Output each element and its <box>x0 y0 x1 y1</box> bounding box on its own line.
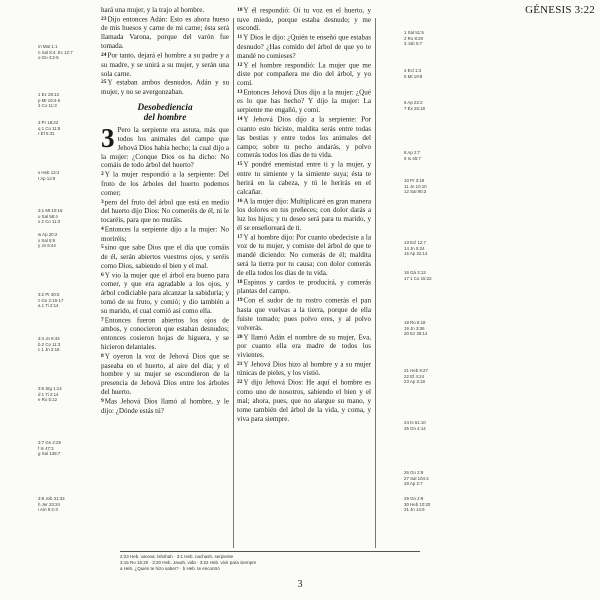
cross-reference: f Is 47:3 <box>38 445 54 451</box>
cross-reference: 24 Is 61:10 <box>404 420 426 425</box>
reference-block <box>38 292 96 309</box>
verse-3-22: $^{22}$Y dijo Jehová Dios: He aquí el hombre es como uno de nosotros, sabiendo el bien y el mal; ahora, pues, que no alargue su mano, y tome también del árbol de la vida, y coma, y viva para siempre. <box>237 378 371 423</box>
cross-reference: 3 Job 5:7 <box>404 41 423 46</box>
cross-reference: 13 Ecl 12:7 <box>404 240 426 245</box>
cross-reference: 18 Ro 5:18 <box>404 320 426 325</box>
cross-reference: o Gn 4:2-5 <box>38 55 59 60</box>
reference-block <box>38 496 96 513</box>
cross-reference: u Sal 58:4 <box>38 213 58 219</box>
cross-reference: t Ap 12:9 <box>38 175 56 181</box>
verse-3-10: $^{10}$Y él respondió: Oí tu voz en el huerto, y tuve miedo, porque estaba desnudo; y me escondí. <box>237 6 371 33</box>
cross-reference: 29 Gn 2:9 <box>404 496 424 501</box>
cross-reference: 5 Mt 19:8 <box>404 73 423 79</box>
cross-reference: b 2 Co 11:3 <box>38 341 61 347</box>
footnote-line: a Heb. ¿Quién te hizo saber? · b Heb. te encontró <box>120 566 220 571</box>
footnote-line: 3:15 Ro 16:20 · 3:20 Heb. Javah, vida · 3:22 Heb. vivir para siempre <box>120 560 257 565</box>
page-number: 3 <box>297 579 303 590</box>
cross-reference: 30 Heb 10:20 <box>404 501 431 507</box>
verse-3-3: $^3$pero del fruto del árbol que está en medio del huerto dijo Dios: No comeréis de él, ni le tocaréis, para que no muráis. <box>101 198 229 225</box>
reference-block <box>404 270 484 281</box>
verse-2-24: $^{24}$Por tanto, dejará el hombre a su padre y a su madre, y se unirá a su mujer, y serán una sola carne. <box>101 51 229 78</box>
cross-reference: 16 Gá 3:13 <box>404 270 426 275</box>
cross-reference: 9 Is 45:7 <box>404 155 421 161</box>
verse-3-20: $^{20}$Y llamó Adán el nombre de su mujer, Eva, por cuanto ella era madre de todos los vivientes. <box>237 333 371 359</box>
cross-reference: 23 Ap 3:18 <box>404 379 425 384</box>
footnotes <box>120 551 420 572</box>
verse-3-18: $^{18}$Espinos y cardos te producirá, y comerás plantas del campo. <box>237 278 371 296</box>
verse-3-4: $^4$Entonces la serpiente dijo a la mujer: No moriréis; <box>101 225 229 243</box>
verse-3-6: $^6$Y vio la mujer que el árbol era bueno para comer, y que era agradable a los ojos, y árbol codiciable para alcanzar la sabiduría; y tomó de su fruto, y comió; y dio también a su marido, el cual comió así como ella. <box>101 271 229 315</box>
cross-reference: 3:2 Pr 30:5 <box>38 292 60 297</box>
reference-block <box>38 386 96 403</box>
verse-3-21: $^{21}$Y Jehová Dios hizo al hombre y a su mujer túnicas de pieles, y los vistió. <box>237 360 371 378</box>
reference-block <box>38 440 96 457</box>
cross-reference: h Jer 23:24 <box>38 501 60 507</box>
reference-block <box>404 100 484 111</box>
verse-3-9: $^9$Mas Jehová Dios llamó al hombre, y le dijo: ¿Dónde estás tú? <box>101 397 229 415</box>
reference-block <box>404 150 484 161</box>
verse-3-8: $^8$Y oyeron la voz de Jehová Dios que se paseaba en el huerto, al aire del día; y el hombre y su mujer se escondieron de la presencia de Jehová Dios entre los árboles del huerto. <box>101 352 229 397</box>
verse-3-15: $^{15}$Y pondré enemistad entre ti y la mujer, y entre tu simiente y la simiente suya; ésta te herirá en la cabeza, y tú le herirás en el calcañar. <box>237 160 371 196</box>
reference-block <box>404 368 484 385</box>
reference-block <box>404 178 484 195</box>
cross-reference: s Heb 13:4 <box>38 170 60 175</box>
verse-3-2: $^2$Y la mujer respondió a la serpiente: Del fruto de los árboles del huerto podemos comer; <box>101 170 229 197</box>
verse-3-11: $^{11}$Y Dios le dijo: ¿Quién te enseñó que estabas desnudo? ¿Has comido del árbol de que yo te mandé no comieses? <box>237 33 371 60</box>
cross-reference: r Ef 5:31 <box>38 131 55 136</box>
reference-block <box>404 470 484 487</box>
chapter-number: 3 <box>101 122 115 153</box>
cross-reference: 3:8 Job 31:33 <box>38 496 65 501</box>
cross-reference: m Mat 1:1 <box>38 44 58 49</box>
cross-reference: 3 Pr 18:22 <box>38 120 59 125</box>
cross-reference: 25 Gn 4:14 <box>404 425 426 431</box>
left-reference-column <box>38 0 96 548</box>
column-rule-right <box>375 18 376 548</box>
verse-3-14: $^{14}$Y Jehová Dios dijo a la serpiente: Por cuanto esto hiciste, maldita serás entre todas las bestias y entre todos los animales del campo; sobre tu pecho andarás, y polvo comerás todos los días de tu vida. <box>237 115 371 160</box>
cross-reference: 28 Ap 2:7 <box>404 481 423 486</box>
verse-3-1: 3 Pero la serpiente era astuta, más que todos los animales del campo que Jehová Dios había hecho; la cual dijo a la mujer: ¿Conque Dios os ha dicho: No comáis de todo árbol del huerto? <box>101 122 229 170</box>
cross-reference: 11 Jn 10:10 <box>404 183 427 189</box>
cross-reference: p Mt 19:4-6 <box>38 97 61 103</box>
cross-reference: c 1 Jn 2:16 <box>38 347 60 352</box>
section-heading-line-2: del hombre <box>143 112 187 123</box>
verse-2-25: $^{25}$Y estaban ambos desnudos, Adán y su mujer, y no se avergonzaban. <box>101 79 229 96</box>
verse-3-5: $^5$sino que sabe Dios que el día que comáis de él, serán abiertos vuestros ojos, y seréis como Dios, sabiendo el bien y el mal. <box>101 244 229 270</box>
reference-block <box>38 120 96 137</box>
cross-reference: 3:4 Jn 8:44 <box>38 336 60 341</box>
reference-block <box>38 232 96 249</box>
reference-block <box>404 320 484 337</box>
verse-2-22-end: hará una mujer, y la trajo al hombre. <box>101 6 205 14</box>
cross-reference: 21 Heb 9:27 <box>404 368 428 373</box>
cross-reference: 6 Ap 22:2 <box>404 100 423 105</box>
cross-reference: 3:6 Stg 1:14 <box>38 386 62 391</box>
cross-reference: 7 Éx 25:18 <box>404 105 425 111</box>
cross-reference: w Ap 20:2 <box>38 232 58 237</box>
reference-block <box>404 68 484 79</box>
cross-reference: d 1 Ti 2:14 <box>38 391 59 397</box>
reference-block <box>38 336 96 353</box>
cross-reference: e Ro 5:12 <box>38 397 58 402</box>
verse-3-19: $^{19}$Con el sudor de tu rostro comerás el pan hasta que vuelvas a la tierra, porque de ella fuiste tomado; pues polvo eres, y al polvo volverás. <box>237 296 371 332</box>
cross-reference: 8 Ap 2:7 <box>404 150 421 155</box>
verse-3-13: $^{13}$Entonces Jehová Dios dijo a la mujer: ¿Qué es lo que has hecho? Y dijo la mujer: La serpiente me engañó, y comí. <box>237 88 371 115</box>
cross-reference: 12 Sal 90:3 <box>404 189 427 194</box>
cross-reference: z Gn 2:16-17 <box>38 297 64 303</box>
verse-3-17: $^{17}$Y al hombre dijo: Por cuanto obedeciste a la voz de tu mujer, y comiste del árbol de que te mandé diciendo: No comerás de él; maldita será la tierra por tu causa; con dolor comerás de ella todos los días de tu vida. <box>237 233 371 278</box>
cross-reference: i Am 9:2-3 <box>38 507 58 512</box>
reference-block <box>38 208 96 225</box>
verse-3-12: $^{12}$Y el hombre respondió: La mujer que me diste por compañera me dio del árbol, y yo comí. <box>237 61 371 88</box>
cross-reference: 15 Ap 22:14 <box>404 251 428 256</box>
cross-reference: 1 Sal 51:5 <box>404 30 424 35</box>
cross-reference: 10 Pr 3:18 <box>404 178 425 183</box>
cross-reference: 14 Jn 5:24 <box>404 245 425 251</box>
reference-block <box>404 240 484 257</box>
cross-reference: 19 Jn 3:36 <box>404 325 425 331</box>
cross-reference: 20 Ez 28:14 <box>404 331 428 336</box>
text-column-1 <box>101 6 229 550</box>
reference-block <box>404 496 484 513</box>
cross-reference: 31 Jn 14:6 <box>404 507 425 512</box>
cross-reference: 1 Ez 28:13 <box>38 92 59 97</box>
reference-block <box>404 30 484 47</box>
verse-3-16: $^{16}$A la mujer dijo: Multiplicaré en gran manera los dolores en tus preñeces; con dolor darás a luz los hijos; y tu deseo será para tu marido, y él se enseñoreará de ti. <box>237 197 371 232</box>
cross-reference: g Sal 139:7 <box>38 451 61 456</box>
cross-reference: 22 Ef 4:24 <box>404 373 425 379</box>
reference-block <box>38 170 96 181</box>
cross-reference: 27 Sal 104:4 <box>404 475 429 481</box>
cross-reference: a 1 Ti 2:14 <box>38 303 59 308</box>
column-rule-left <box>233 18 234 548</box>
cross-reference: v 2 Co 11:3 <box>38 219 61 224</box>
cross-reference: 3:1 Mt 10:16 <box>38 208 63 213</box>
footnote-line: 2:23 Heb. varona: Ishshah · 3:1 Heb. nachash, serpiente <box>120 554 234 559</box>
cross-reference: q 1 Co 11:8 <box>38 125 61 131</box>
cross-reference: 3:7 Gn 2:25 <box>38 440 61 445</box>
cross-reference: n Sal 8:4; Ec 12:7 <box>38 49 73 55</box>
reference-block <box>38 92 96 109</box>
verse-3-7: $^7$Entonces fueron abiertos los ojos de ambos, y conocieron que estaban desnudos; entonces cosieron hojas de higuera, y se hicieron delantales. <box>101 316 229 352</box>
text-column-2 <box>237 6 371 550</box>
reference-block <box>38 44 96 61</box>
cross-reference: 2 Co 11:3 <box>38 103 57 108</box>
cross-reference: x Sal 5:9 <box>38 237 56 243</box>
right-reference-column <box>404 0 484 548</box>
cross-reference: 2 Ro 8:20 <box>404 35 424 41</box>
cross-reference: 26 Gn 2:8 <box>404 470 424 475</box>
cross-reference: y Jn 8:44 <box>38 243 56 248</box>
section-heading-line-1: Desobediencia <box>137 101 193 112</box>
reference-block <box>404 420 484 431</box>
cross-reference: 17 1 Co 15:22 <box>404 275 432 281</box>
section-heading <box>101 102 229 123</box>
cross-reference: 4 Ecl 1:3 <box>404 68 422 73</box>
running-head: GÉNESIS 3:22 <box>525 4 595 16</box>
verse-2-23: $^{23}$Dijo entonces Adán: Esto es ahora hueso de mis huesos y carne de mi carne; ésta será llamada Varona, porque del varón fue tomada. <box>101 15 229 51</box>
